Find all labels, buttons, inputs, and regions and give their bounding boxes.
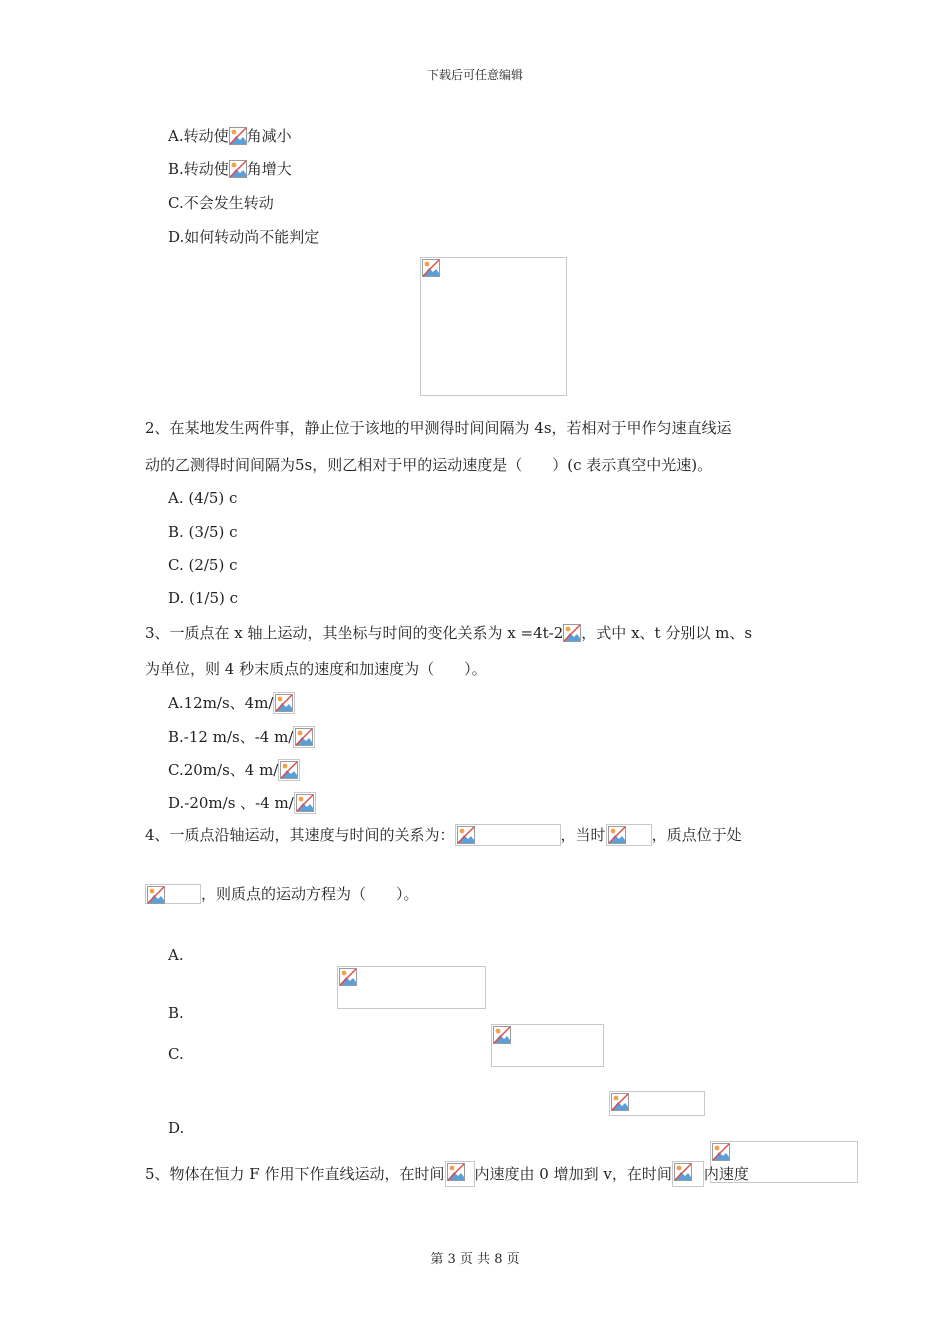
broken-image-icon	[447, 1163, 465, 1181]
q2-option-d[interactable]: D. (1/5) c	[168, 589, 239, 607]
q4-option-a-label[interactable]: A.	[168, 946, 184, 964]
broken-image-icon	[608, 826, 626, 844]
q2-option-b[interactable]: B. (3/5) c	[168, 523, 238, 541]
broken-image-icon	[275, 694, 293, 712]
formula-placeholder	[278, 759, 300, 781]
q3-stem-line2: 为单位，则 4 秒末质点的速度和加速度为（ ）。	[145, 660, 487, 678]
q5-stem-line1-b: 内速度由 0 增加到 v，在时间	[474, 1165, 672, 1183]
q4-option-c-formula[interactable]	[609, 1091, 705, 1116]
q3-stem-line1-pre: 3、一质点在 x 轴上运动，其坐标与时间的变化关系为 x =4t-2	[145, 624, 564, 642]
broken-image-icon	[422, 259, 440, 277]
q3-option-a[interactable]	[168, 692, 295, 714]
q5-stem-line1-a: 5、物体在恒力 F 作用下作直线运动，在时间	[145, 1165, 445, 1183]
q4-stem-line1-a: 4、一质点沿轴运动，其速度与时间的关系为：	[145, 826, 455, 844]
q1-option-b[interactable]	[168, 159, 292, 179]
broken-image-icon	[674, 1163, 692, 1181]
q1-option-d[interactable]: D.如何转动尚不能判定	[168, 228, 320, 246]
q1-option-a-pre: A.转动使	[168, 127, 229, 145]
q4-stem-line1-b: ，当时	[560, 826, 606, 844]
q4-option-a-formula[interactable]	[337, 966, 486, 1009]
broken-image-icon	[280, 761, 298, 779]
q1-option-a-post: 角减小	[246, 127, 292, 145]
q2-option-c[interactable]: C. (2/5) c	[168, 556, 238, 574]
broken-image-icon	[296, 794, 314, 812]
broken-image-icon	[457, 826, 475, 844]
q4-option-b-label[interactable]: B.	[168, 1004, 184, 1022]
q5-stem-line1	[145, 1161, 749, 1187]
broken-image-icon	[147, 886, 165, 904]
q3-option-d[interactable]	[168, 792, 316, 814]
q1-option-b-post: 角增大	[246, 160, 292, 178]
q3-option-b[interactable]	[168, 726, 315, 748]
q3-option-d-text: D.-20m/s 、-4 m/	[168, 794, 294, 812]
formula-placeholder	[273, 692, 295, 714]
broken-image-icon	[295, 728, 313, 746]
broken-image-icon	[563, 624, 581, 642]
q2-stem-line2: 动的乙测得时间间隔为5s，则乙相对于甲的运动速度是（ ）(c 表示真空中光速)。	[145, 456, 713, 474]
broken-image-icon	[229, 160, 247, 178]
q1-option-a[interactable]	[168, 126, 292, 146]
page-footer: 第 3 页 共 8 页	[430, 1252, 520, 1267]
q4-stem-line2-text: ，则质点的运动方程为（ ）。	[201, 885, 419, 903]
formula-placeholder	[455, 824, 561, 846]
q4-option-d-label[interactable]: D.	[168, 1119, 185, 1137]
formula-placeholder	[145, 884, 201, 904]
q1-option-c[interactable]: C.不会发生转动	[168, 194, 274, 212]
q3-option-b-text: B.-12 m/s、-4 m/	[168, 728, 294, 746]
q2-option-a[interactable]: A. (4/5) c	[168, 489, 238, 507]
q3-option-c[interactable]	[168, 759, 300, 781]
formula-placeholder	[294, 792, 316, 814]
formula-placeholder	[445, 1161, 475, 1187]
q3-option-a-text: A.12m/s、4m/	[168, 694, 274, 712]
q4-stem-line1	[145, 824, 742, 846]
figure-placeholder	[420, 257, 567, 396]
broken-image-icon	[611, 1093, 629, 1111]
q3-stem-line1	[145, 623, 752, 643]
q4-stem-line2	[145, 884, 419, 904]
broken-image-icon	[712, 1143, 730, 1161]
q4-option-c-label[interactable]: C.	[168, 1045, 184, 1063]
q2-stem-line1: 2、在某地发生两件事，静止位于该地的甲测得时间间隔为 4s，若相对于甲作匀速直线运	[145, 419, 732, 437]
q5-stem-line1-c: 内速度	[703, 1165, 749, 1183]
q4-option-b-formula[interactable]	[491, 1024, 604, 1067]
page-header: 下载后可任意编辑	[426, 68, 523, 82]
q1-option-b-pre: B.转动使	[168, 160, 229, 178]
broken-image-icon	[493, 1026, 511, 1044]
formula-placeholder	[606, 824, 652, 846]
q3-option-c-text: C.20m/s、4 m/	[168, 761, 279, 779]
q3-stem-line1-post: ，式中 x、t 分别以 m、s	[581, 624, 753, 642]
formula-placeholder	[293, 726, 315, 748]
q4-stem-line1-c: ，质点位于处	[651, 826, 742, 844]
broken-image-icon	[229, 127, 247, 145]
broken-image-icon	[339, 968, 357, 986]
formula-placeholder	[672, 1161, 704, 1187]
